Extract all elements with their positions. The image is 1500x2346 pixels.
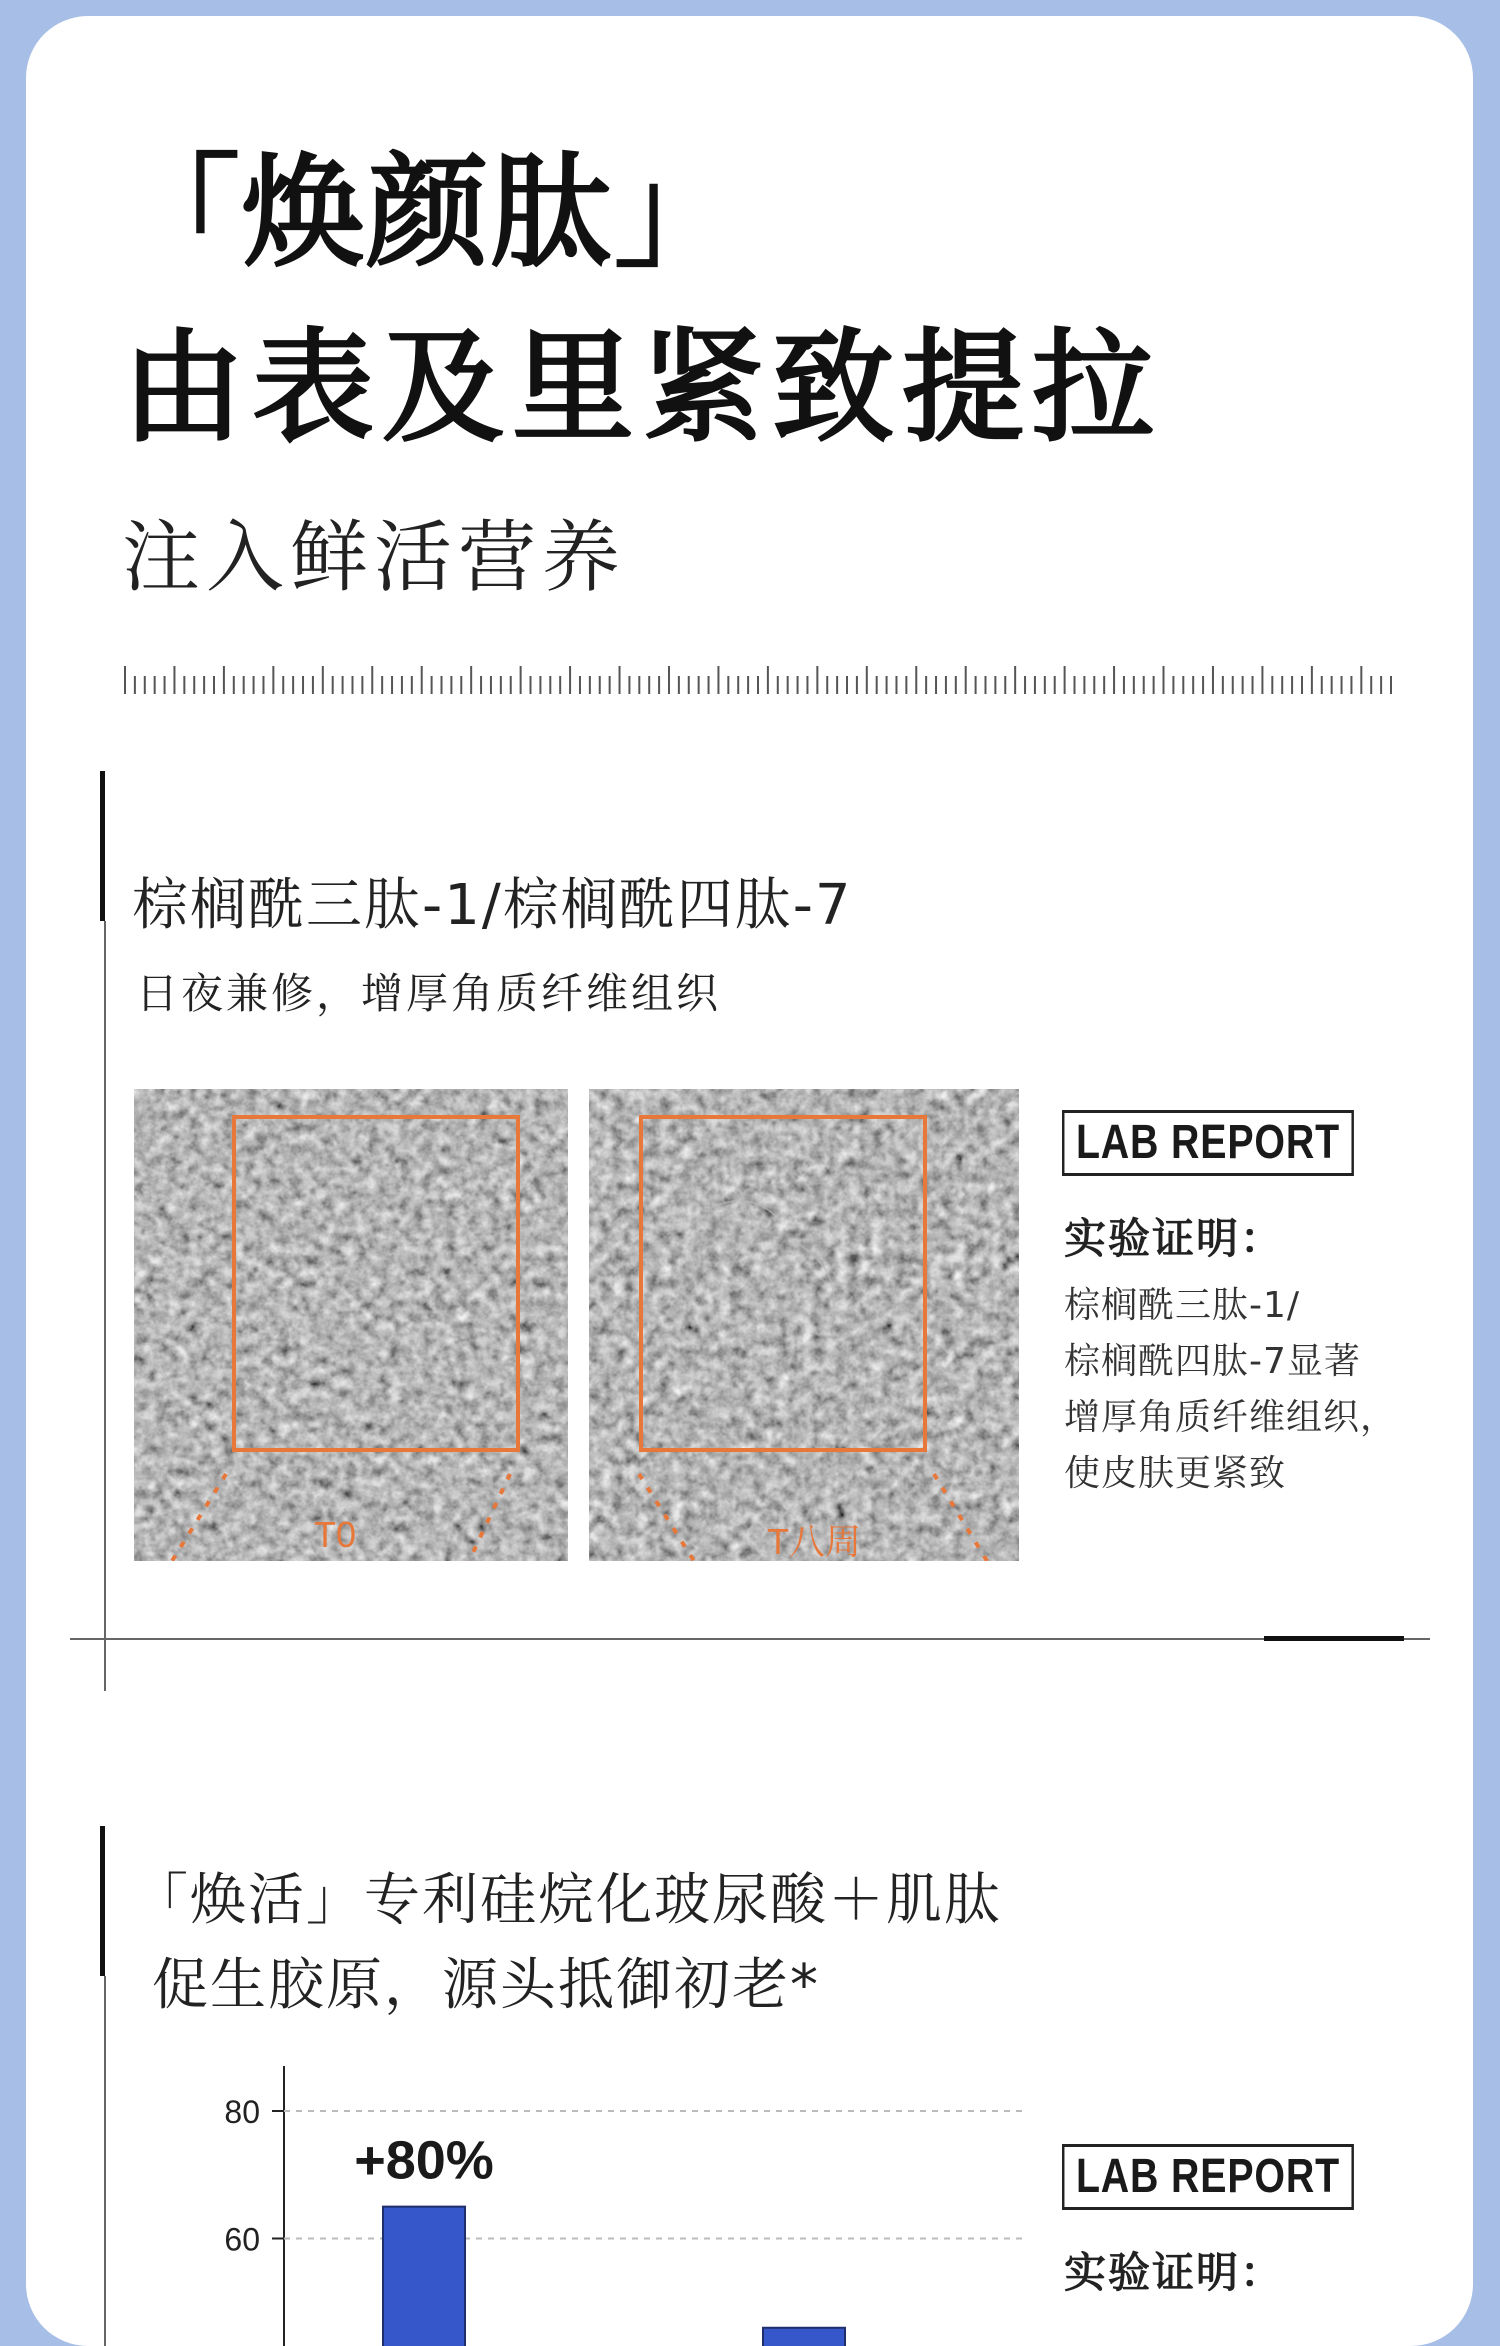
section-divider [70,1638,1430,1640]
image-label-after: T八周 [767,1521,861,1561]
page-headline: 由表及里紧致提拉 [122,317,1162,459]
section1-title: 棕榈酰三肽-1/棕榈酰四肽-7 [132,873,853,938]
section1-accent-bar [100,771,105,921]
collagen-bar-chart [166,2006,1026,2346]
section2-frame-vertical [104,1976,106,2346]
chart-bar [383,2207,465,2346]
microscopy-image-after [589,1089,1019,1561]
lab-report-heading-2: 实验证明： [1064,2248,1285,2297]
microscopy-image-before [134,1089,568,1561]
y-tick-label: 80 [224,2094,260,2130]
section2-subtitle: 促生胶原，源头抵御初老* [152,1953,820,2018]
lab-report-line: 棕榈酰四肽-7显著 [1064,1341,1361,1382]
image-label-before: T0 [314,1514,357,1555]
y-tick-label: 60 [224,2221,260,2258]
section2-accent-bar [100,1826,105,1976]
ruler-divider [124,664,1394,704]
section1-frame-vertical [104,921,106,1691]
lab-report-line: 使皮肤更紧致 [1064,1453,1287,1494]
page-subtitle: 注入鲜活营养 [122,513,627,603]
lab-report-body [1064,1278,1397,1502]
chart-bar [763,2328,845,2346]
divider-accent [1264,1636,1404,1641]
bar-data-label: +80% [354,2130,494,2191]
page-title: 「焕颜肽」 [118,142,738,284]
lab-report-heading: 实验证明： [1064,1214,1285,1263]
section1-subtitle: 日夜兼修，增厚角质纤维组织 [136,969,722,1018]
lab-report-badge: LAB REPORT [1062,1110,1354,1176]
lab-report-line: 棕榈酰三肽-1/ [1064,1285,1301,1326]
content-card [26,16,1473,2346]
section2-title: 「焕活」专利硅烷化玻尿酸＋肌肽 [132,1868,1002,1933]
lab-report-badge-2: LAB REPORT [1062,2144,1354,2210]
lab-report-line: 增厚角质纤维组织， [1064,1397,1398,1438]
